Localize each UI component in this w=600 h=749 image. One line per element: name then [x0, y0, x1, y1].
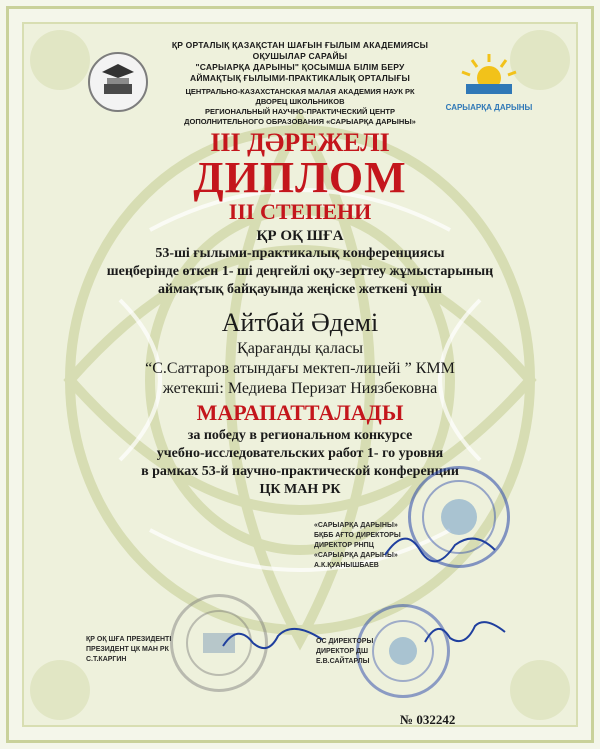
header-kz-line-3: "САРЫАРҚА ДАРЫНЫ" ҚОСЫМША БІЛІМ БЕРУ: [195, 62, 405, 72]
recipient-supervisor: жетекші: Медиева Перизат Ниязбековна: [162, 380, 438, 397]
degree-ru: ІІІ СТЕПЕНИ: [228, 199, 372, 224]
header-ru-line-4: ДОПОЛНИТЕЛЬНОГО ОБРАЗОВАНИЯ «САРЫАРҚА ДАРЫНЫ»: [184, 117, 416, 126]
signature-bottom-left: [218, 618, 328, 658]
sig-right-line-2: ДИРЕКТОР ДШ: [316, 648, 368, 655]
sig-mid-line-3: ДИРЕКТОР РНПЦ: [314, 542, 374, 549]
degree-kz: ІІІ ДӘРЕЖЕЛІ: [210, 128, 390, 157]
awarded-label: МАРАПАТТАЛАДЫ: [196, 400, 404, 425]
sig-left-line-3: С.Т.КАРГИН: [86, 656, 127, 663]
sig-mid-line-5: А.К.ҚУАНЫШБАЕВ: [314, 562, 379, 569]
sig-mid-line-1: «САРЫАРҚА ДАРЫНЫ»: [314, 522, 398, 529]
sig-left-line-2: ПРЕЗИДЕНТ ЦК МАН РК: [86, 646, 169, 653]
body-kz-line-1: ҚР ОҚ ШҒА: [256, 228, 344, 244]
header-ru-line-3: РЕГИОНАЛЬНЫЙ НАУЧНО-ПРАКТИЧЕСКИЙ ЦЕНТР: [204, 107, 396, 116]
sig-mid-line-2: БҚББ АҒТО ДИРЕКТОРЫ: [314, 532, 401, 539]
sig-right-line-3: Е.В.САЙТАРЛЫ: [316, 658, 370, 665]
body-ru-line-3: в рамках 53-й научно-практической конференции: [141, 464, 459, 479]
header-ru-line-2: ДВОРЕЦ ШКОЛЬНИКОВ: [255, 97, 345, 106]
diploma-number: № 032242: [400, 712, 456, 727]
recipient-school: “С.Саттаров атындағы мектеп-лицейі ” КММ: [145, 360, 455, 377]
header-kz-line-2: ОҚУШЫЛАР САРАЙЫ: [252, 51, 348, 61]
body-ru-line-1: за победу в региональном конкурсе: [187, 428, 413, 443]
recipient-city: Қарағанды қаласы: [237, 340, 363, 357]
body-kz-line-2: 53-ші ғылыми-практикалық конференциясы: [155, 246, 445, 261]
body-ru-line-2: учебно-исследовательских работ 1- го уровня: [156, 446, 444, 461]
diploma-title: ДИПЛОМ: [193, 153, 407, 202]
sig-mid-line-4: «САРЫАРҚА ДАРЫНЫ»: [314, 552, 398, 559]
body-ru-line-4: ЦК МАН РК: [259, 482, 341, 497]
signature-bottom-right: [420, 612, 510, 652]
sig-right-line-1: ОС ДИРЕКТОРЫ: [316, 638, 374, 645]
recipient-name: Айтбай Әдемі: [221, 308, 379, 337]
body-kz-line-3: шеңберінде өткен 1- ші деңгейлі оқу-зерттеу жұмыстарының: [106, 264, 494, 279]
header-kz-line-1: ҚР ОРТАЛЫҚ ҚАЗАҚСТАН ШАҒЫН ҒЫЛЫМ АКАДЕМИЯСЫ: [171, 40, 429, 50]
sig-left-line-1: ҚР ОҚ ШҒА ПРЕЗИДЕНТІ: [86, 636, 172, 643]
signature-middle-right: [380, 520, 500, 570]
header-kz-line-4: АЙМАҚТЫҚ ҒЫЛЫМИ-ПРАКТИКАЛЫҚ ОРТАЛЫҒЫ: [190, 73, 410, 83]
logo-caption: САРЫАРҚА ДАРЫНЫ: [445, 103, 533, 112]
header-ru-line-1: ЦЕНТРАЛЬНО-КАЗАХСТАНСКАЯ МАЛАЯ АКАДЕМИЯ НАУК РК: [185, 87, 415, 96]
body-kz-line-4: аймақтық байқауында жеңіске жеткені үшін: [158, 282, 442, 297]
